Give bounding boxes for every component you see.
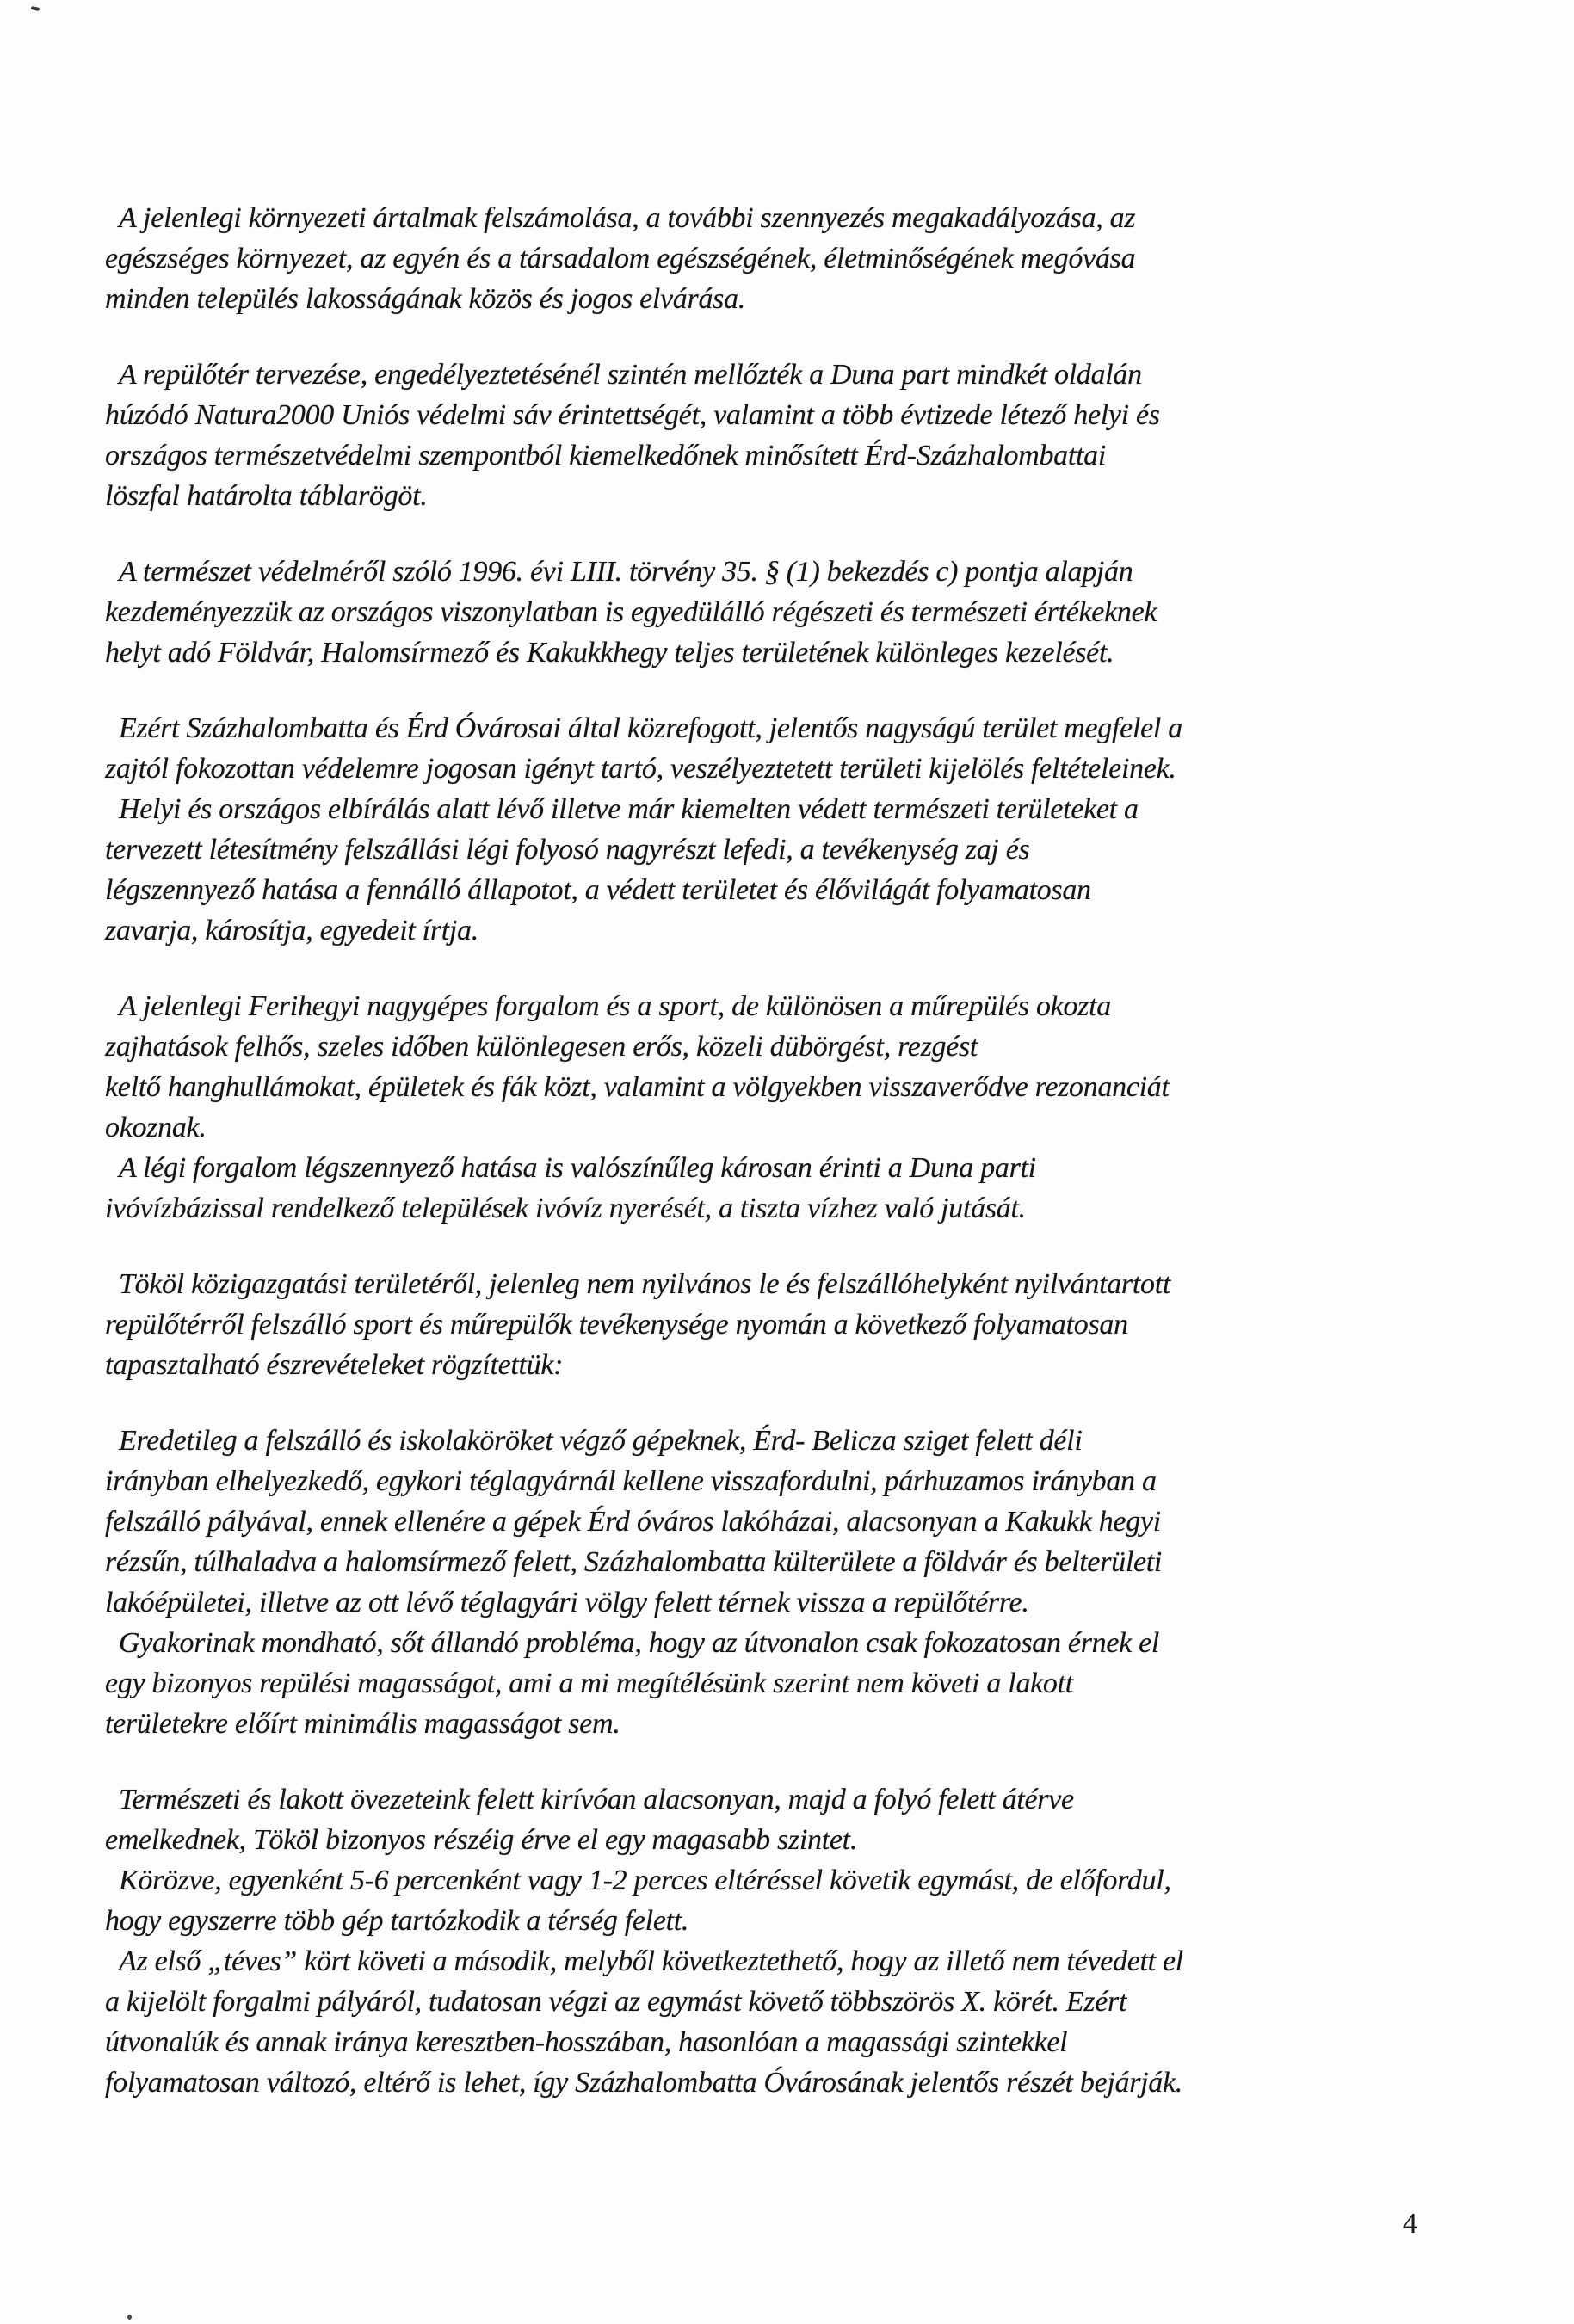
- text-line: tapasztalható észrevételeket rögzítettük:: [105, 1349, 564, 1381]
- text-line: egy bizonyos repülési magasságot, ami a mi megítélésünk szerint nem követi a lakott: [105, 1667, 1073, 1699]
- text-line: hogy egyszerre több gép tartózkodik a térség felett.: [105, 1905, 689, 1937]
- text-line: a kijelölt forgalmi pályáról, tudatosan végzi az egymást követő többszörös X. körét. Ezért: [105, 1986, 1127, 2018]
- paragraph: [105, 552, 1491, 673]
- text-line: Természeti és lakott övezeteink felett kirívóan alacsonyan, majd a folyó felett átérve: [119, 1784, 1074, 1815]
- text-line: légszennyező hatása a fennálló állapotot, a védett területet és élővilágát folyamatosan: [105, 874, 1091, 906]
- text-line: okoznak.: [105, 1112, 207, 1144]
- scan-artifact: [127, 2315, 132, 2320]
- text-line: Tököl közigazgatási területéről, jelenleg nem nyilvános le és felszállóhelyként nyilvántartott: [119, 1268, 1170, 1300]
- text-line: zajtól fokozottan védelemre jogosan igényt tartó, veszélyeztetett területi kijelölés feltételeinek.: [105, 753, 1176, 785]
- text-line: helyt adó Földvár, Halomsírmező és Kakukkhegy teljes területének különleges kezelését.: [105, 637, 1114, 669]
- text-line: löszfal határolta táblarögöt.: [105, 480, 428, 512]
- text-line: emelkednek, Tököl bizonyos részéig érve el egy magasabb szintet.: [105, 1824, 858, 1856]
- text-line: A jelenlegi Ferihegyi nagygépes forgalom és a sport, de különösen a műrepülés okozta: [119, 990, 1111, 1022]
- text-line: zajhatások felhős, szeles időben különlegesen erős, közeli dübörgést, rezgést: [105, 1031, 978, 1063]
- paragraph: [105, 708, 1491, 951]
- text-line: zavarja, károsítja, egyedeit írtja.: [105, 915, 478, 946]
- text-line: A jelenlegi környezeti ártalmak felszámolása, a további szennyezés megakadályozása, az: [119, 202, 1136, 234]
- text-line: Körözve, egyenként 5-6 percenként vagy 1-2 perces eltéréssel követik egymást, de előfordul,: [119, 1865, 1171, 1896]
- text-line: tervezett létesítmény felszállási légi folyosó nagyrészt lefedi, a tevékenység zaj és: [105, 834, 1030, 866]
- text-line: országos természetvédelmi szempontból kiemelkedőnek minősített Érd-Százhalombattai: [105, 440, 1107, 472]
- paragraph: [105, 1421, 1491, 1744]
- paragraph: [105, 1779, 1491, 2103]
- text-line: keltő hanghullámokat, épületek és fák közt, valamint a völgyekben visszaverődve rezonanciát: [105, 1071, 1170, 1103]
- paragraph: [105, 354, 1491, 516]
- text-line: lakóépületei, illetve az ott lévő téglagyári völgy felett térnek vissza a repülőtérre.: [105, 1587, 1029, 1618]
- paragraph: [105, 198, 1491, 319]
- text-line: A természet védelméről szóló 1996. évi LIII. törvény 35. § (1) bekezdés c) pontja alapján: [119, 556, 1133, 588]
- text-line: minden település lakosságának közös és jogos elvárása.: [105, 283, 745, 315]
- text-line: repülőtérről felszálló sport és műrepülők tevékenysége nyomán a következő folyamatosan: [105, 1309, 1128, 1341]
- text-line: A repülőtér tervezése, engedélyeztetésénél szintén mellőzték a Duna part mindkét oldalán: [119, 359, 1142, 391]
- text-line: egészséges környezet, az egyén és a társadalom egészségének, életminőségének megóvása: [105, 243, 1136, 274]
- text-line: A légi forgalom légszennyező hatása is valószínűleg károsan érinti a Duna parti: [119, 1152, 1036, 1184]
- text-line: Az első „téves” kört követi a második, melyből következtethető, hogy az illető nem tévedett el: [119, 1945, 1183, 1977]
- text-line: Helyi és országos elbírálás alatt lévő illetve már kiemelten védett természeti területeket a: [119, 793, 1139, 825]
- text-line: folyamatosan változó, eltérő is lehet, így Százhalombatta Óvárosának jelentős részét bejárják.: [105, 2067, 1182, 2099]
- text-line: területekre előírt minimális magasságot sem.: [105, 1708, 620, 1740]
- text-line: útvonalúk és annak iránya keresztben-hosszában, hasonlóan a magassági szintekkel: [105, 2026, 1068, 2058]
- text-line: ivóvízbázissal rendelkező települések ivóvíz nyerését, a tiszta vízhez való jutását.: [105, 1193, 1026, 1224]
- scan-artifact: [31, 6, 40, 11]
- page-number: 4: [1403, 2208, 1417, 2240]
- text-line: felszálló pályával, ennek ellenére a gépek Érd óváros lakóházai, alacsonyan a Kakukk hegyi: [105, 1506, 1161, 1538]
- text-line: Gyakorinak mondható, sőt állandó probléma, hogy az útvonalon csak fokozatosan érnek el: [119, 1627, 1160, 1659]
- document-body-text: [105, 198, 1491, 2138]
- text-line: Eredetileg a felszálló és iskolaköröket végző gépeknek, Érd- Belicza sziget felett déli: [119, 1425, 1083, 1457]
- text-line: rézsűn, túlhaladva a halomsírmező felett, Százhalombatta külterülete a földvár és belterületi: [105, 1546, 1163, 1578]
- text-line: Ezért Százhalombatta és Érd Óvárosai által közrefogott, jelentős nagyságú terület megfelel a: [119, 712, 1182, 744]
- text-line: irányban elhelyezkedő, egykori téglagyárnál kellene visszafordulni, párhuzamos irányban a: [105, 1465, 1157, 1497]
- paragraph: [105, 986, 1491, 1229]
- text-line: húzódó Natura2000 Uniós védelmi sáv érintettségét, valamint a több évtizede létező helyi és: [105, 399, 1160, 431]
- text-line: kezdeményezzük az országos viszonylatban is egyedülálló régészeti és természeti értékeknek: [105, 596, 1157, 628]
- paragraph: [105, 1264, 1491, 1385]
